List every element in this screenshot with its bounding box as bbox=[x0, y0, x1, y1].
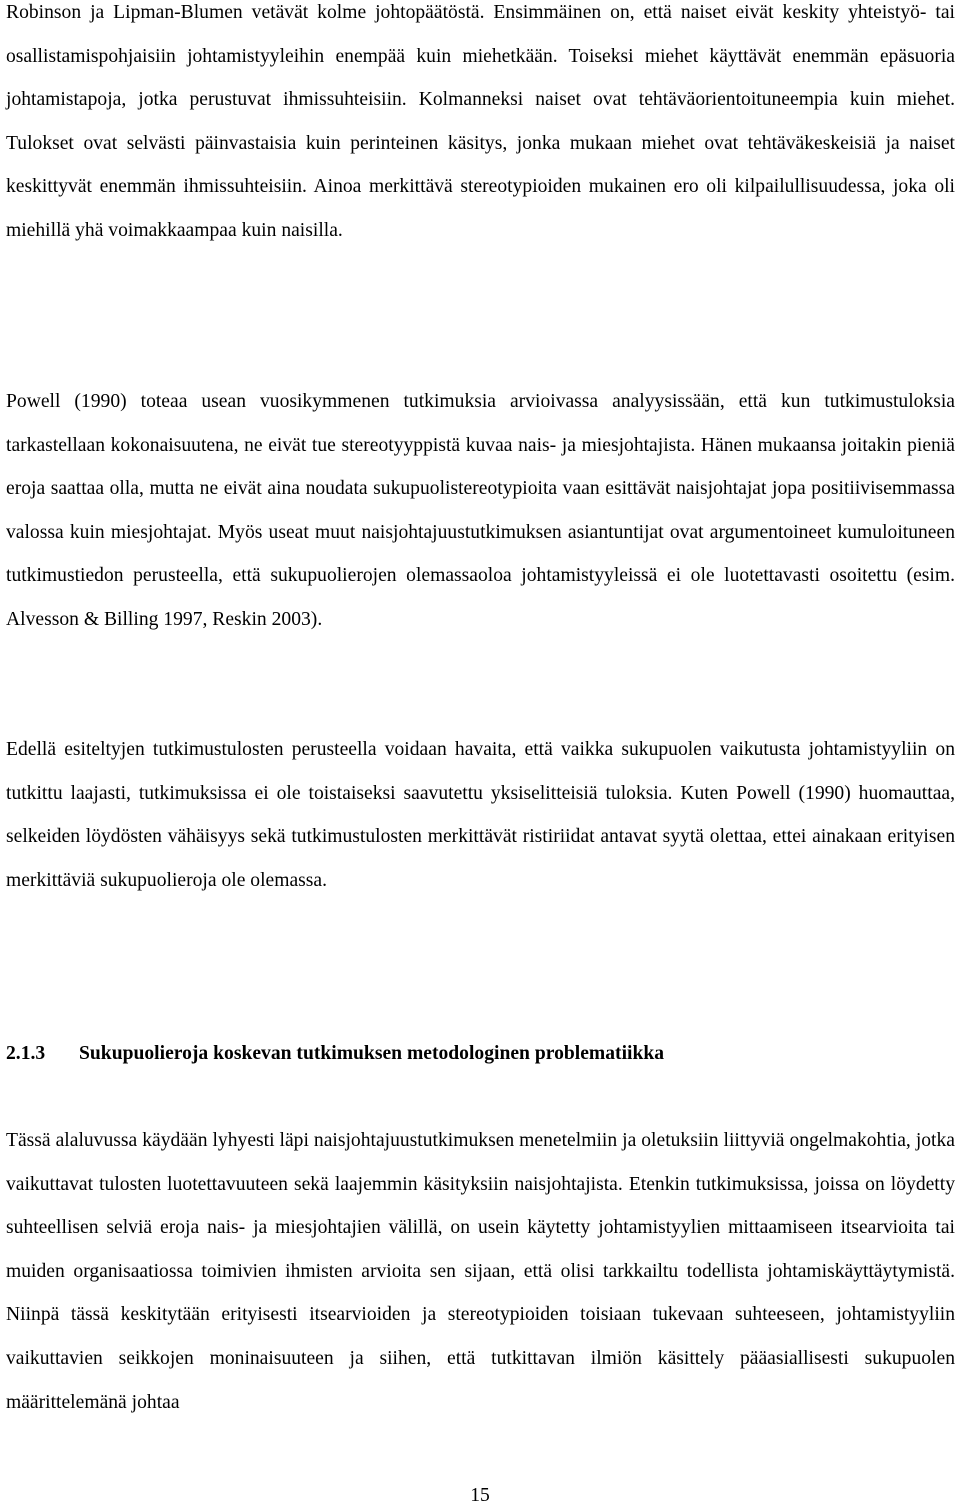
paragraph-powell-1990: Powell (1990) toteaa usean vuosikymmenen tutkimuksia arvioivassa analyysissään, että kun tutkimustuloksia tarkastellaan kokonaisuutena, ne eivät tue stereotyyppistä kuvaa nais- ja miesjohtajista. Hänen mukaansa joitakin pieniä eroja saattaa olla, mutta ne eivät aina noudata sukupuolistereotypioita vaan esittävät naisjohtajat jopa positiivisemmassa valossa kuin miesjohtajat. Myös useat muut naisjohtajuustutkimuksen asiantuntijat ovat argumentoineet kumuloituneen tutkimustiedon perusteella, että sukupuolierojen olemassaoloa johtamistyyleissä ei ole luotettavasti osoitettu (esim. Alvesson & Billing 1997, Reskin 2003). bbox=[6, 391, 955, 630]
section-number: 2.1.3 bbox=[6, 1043, 46, 1064]
page-number: 15 bbox=[470, 1485, 490, 1506]
paragraph-methodology-intro: Tässä alaluvussa käydään lyhyesti läpi naisjohtajuustutkimuksen menetelmiin ja oletuksiin liittyviä ongelmakohtia, jotka vaikuttavat tulosten luotettavuuteen sekä laajemmin käsityksiin naisjohtajista. Etenkin tutkimuksissa, joissa on löydetty suhteellisen selviä eroja nais- ja miesjohtajien välillä, on usein käytetty johtamistyylien mittaamiseen itsearvioita tai muiden organisaatiossa toimivien ihmisten arvioita sen sijaan, että olisi tarkkailtu todellista johtamiskäyttäytymistä. Niinpä tässä keskitytään erityisesti itsearvioiden ja stereotypioiden toisiaan tukevaan suhteeseen, johtamistyyliin vaikuttavien seikkojen moninaisuuteen ja siihen, että tutkittavan ilmiön käsittely pääasiallisesti sukupuolen määrittelemänä johtaa bbox=[6, 1130, 955, 1413]
section-heading bbox=[6, 1032, 955, 1076]
paragraph-robinson-lipman-blumen: Robinson ja Lipman-Blumen vetävät kolme johtopäätöstä. Ensimmäinen on, että naiset eivät keskity yhteistyö- tai osallistamispohjaisiin johtamistyyleihin enempää kuin miehetkään. Toiseksi miehet käyttävät enemmän epäsuoria johtamistapoja, jotka perustuvat ihmissuhteisiin. Kolmanneksi naiset ovat tehtäväorientoituneempia kuin miehet. Tulokset ovat selvästi päinvastaisia kuin perinteinen käsitys, jonka mukaan miehet ovat tehtäväkeskeisiä ja naiset keskittyvät enemmän ihmissuhteisiin. Ainoa merkittävä stereotypioiden mukainen ero oli kilpailullisuudessa, joka oli miehillä yhä voimakkaampaa kuin naisilla. bbox=[6, 2, 955, 241]
section-title: Sukupuolieroja koskevan tutkimuksen metodologinen problematiikka bbox=[79, 1043, 665, 1064]
paragraph-summary: Edellä esiteltyjen tutkimustulosten perusteella voidaan havaita, että vaikka sukupuolen vaikutusta johtamistyyliin on tutkittu laajasti, tutkimuksissa ei ole toistaiseksi saavutettu yksiselitteisiä tuloksia. Kuten Powell (1990) huomauttaa, selkeiden löydösten vähäisyys sekä tutkimustulosten merkittävät ristiriidat antavat syytä olettaa, ettei ainakaan erityisen merkittäviä sukupuolieroja ole olemassa. bbox=[6, 739, 955, 891]
